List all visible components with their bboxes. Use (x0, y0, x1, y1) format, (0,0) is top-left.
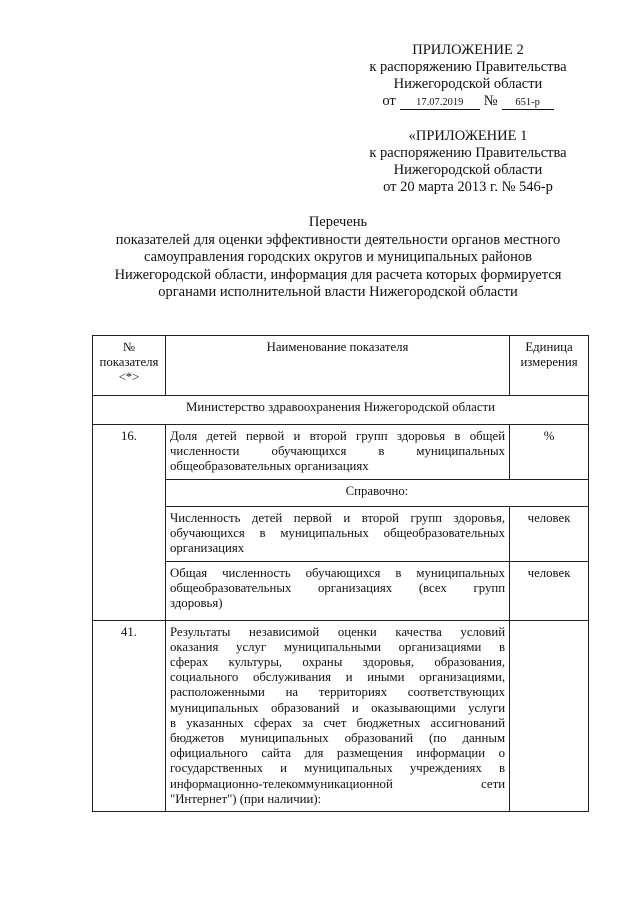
row-name-line: Численность детей первой и второй групп здоровья, (169, 510, 506, 525)
indicators-table (92, 335, 589, 812)
reference-label: Справочно: (165, 479, 588, 506)
title-line4: Нижегородской области, информация для расчета которых формируется (114, 266, 562, 283)
row-name-line: муниципальных образований и оказывающими услуги (169, 700, 506, 715)
header-num-line1: № (122, 340, 136, 354)
table-row (93, 425, 589, 480)
date-prefix: от (382, 93, 396, 109)
row-name-line: "Интернет") (при наличии): (169, 791, 322, 806)
appendix1-line3: от 20 марта 2013 г. № 546-р (383, 179, 553, 195)
row-name (165, 620, 509, 811)
row-name-line: расположенными на территориях соответствующих (169, 685, 506, 700)
appendix1-line1: к распоряжению Правительства (369, 145, 567, 161)
row-name-line: Общая численность обучающихся в муниципальных (169, 565, 506, 580)
row-name (165, 561, 509, 620)
row-name-line: организациях (169, 541, 245, 556)
section-row (93, 396, 589, 425)
table-row (93, 561, 589, 620)
row-name-line: Результаты независимой оценки качества условий (169, 624, 506, 639)
row-unit (510, 620, 589, 811)
header-unit-line2: измерения (520, 355, 578, 370)
appendix1-line2: Нижегородской области (393, 162, 543, 178)
table-header-row (93, 336, 589, 396)
title-line5: органами исполнительной власти Нижегородской области (158, 284, 518, 300)
row-name (165, 425, 509, 480)
appendix1-title: «ПРИЛОЖЕНИЕ 1 (408, 128, 528, 144)
title-line2: показателей для оценки эффективности деятельности органов местного (115, 231, 561, 248)
row-name-line: общеобразовательных организациях (169, 459, 369, 474)
header-unit-line1: Единица (525, 340, 573, 354)
appendix2-line1: к распоряжению Правительства (369, 59, 567, 75)
row-name-line: в указанных сферах за счет бюджетных ассигнований (169, 715, 506, 730)
header-name-cell: Наименование показателя (165, 336, 509, 396)
row-name-line: государственных и муниципальных учреждениях в (169, 761, 506, 776)
row-name-line: официального сайта для размещения информации о (169, 746, 506, 761)
table-row (93, 620, 589, 811)
appendix2-title: ПРИЛОЖЕНИЕ 2 (412, 42, 524, 58)
header-num-line2: показателя (99, 355, 159, 370)
row-name-line: общеобразовательных организациях (всех групп (169, 580, 506, 595)
decree-date: 17.07.2019 (400, 96, 480, 110)
row-name-line: социального обслуживания и иными организациями, (169, 670, 506, 685)
row-unit: % (510, 425, 589, 480)
row-name-line: здоровья) (169, 596, 223, 611)
title-line3: самоуправления городских округов и муниципальных районов (143, 249, 533, 265)
appendix2-header (338, 42, 598, 110)
row-name-line: бюджетов муниципальных образований (по данным (169, 731, 506, 746)
row-number: 16. (93, 425, 166, 621)
number-sign: № (483, 93, 498, 109)
decree-number: 651-р (502, 96, 554, 110)
row-name-line: сферах культуры, охраны здоровья, образования, (169, 655, 506, 670)
row-unit: человек (510, 561, 589, 620)
row-unit: человек (510, 506, 589, 561)
header-num-line3: <*> (118, 370, 140, 385)
table-row (93, 506, 589, 561)
title-line1: Перечень (308, 214, 368, 230)
header-number-cell (93, 336, 166, 396)
row-number: 41. (93, 620, 166, 811)
row-name-line: обучающихся в муниципальных общеобразовательных (169, 525, 506, 540)
appendix2-line2: Нижегородской области (393, 76, 543, 92)
appendix1-header (338, 128, 598, 196)
header-unit-cell (510, 336, 589, 396)
section-title: Министерство здравоохранения Нижегородской области (93, 396, 589, 425)
row-name-line: оказания услуг муниципальными организациями в (169, 639, 506, 654)
row-name (165, 506, 509, 561)
row-name-line: численности обучающихся в муниципальных (169, 444, 506, 459)
appendix2-date-line (338, 93, 598, 110)
row-name-line: Доля детей первой и второй групп здоровья в общей (169, 429, 506, 443)
reference-row (93, 479, 589, 506)
row-name-line: информационно-телекоммуникационной сети (169, 776, 506, 791)
document-title (88, 214, 588, 302)
